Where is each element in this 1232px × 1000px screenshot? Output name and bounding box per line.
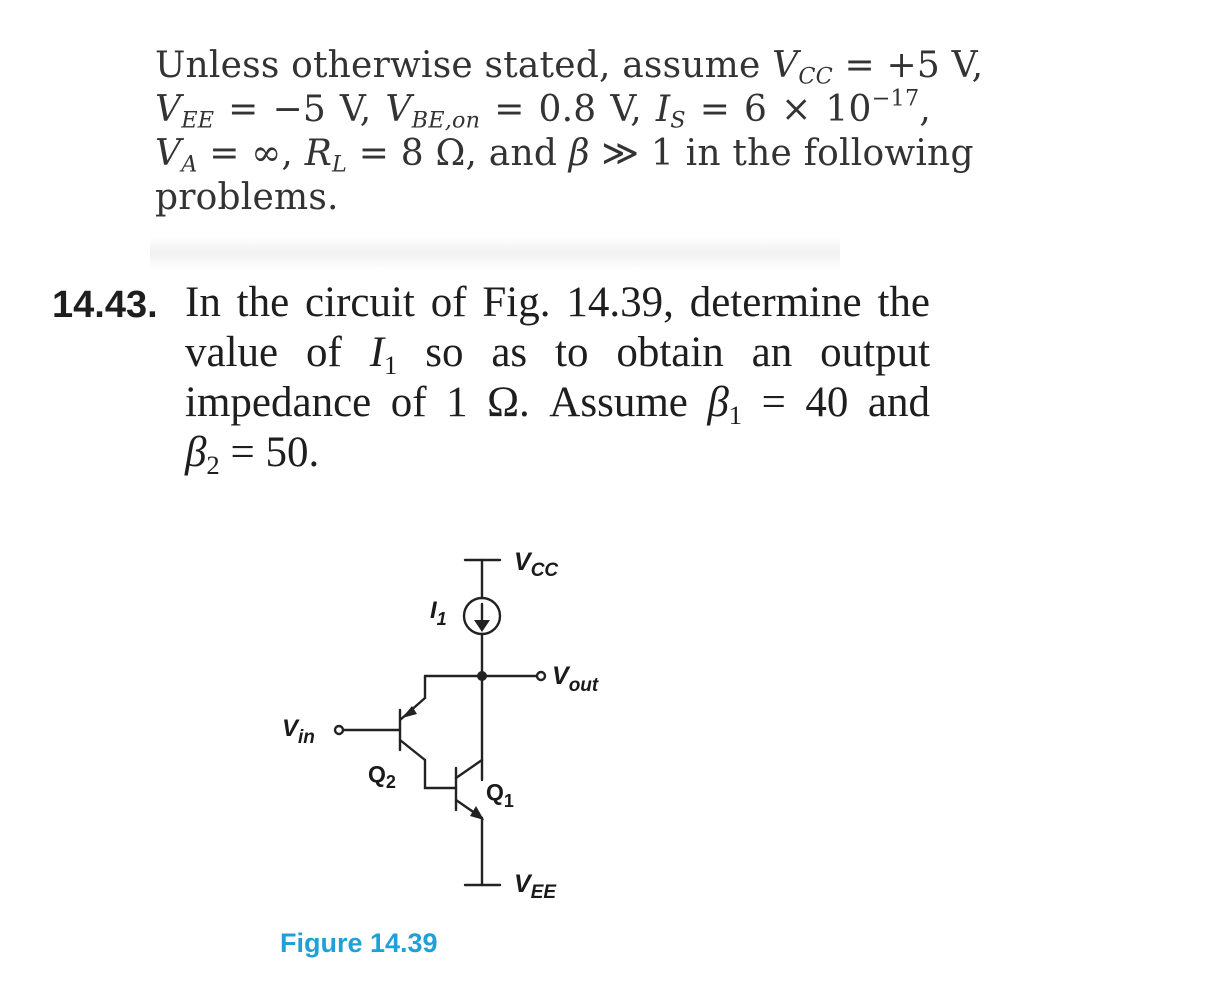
assumptions-paragraph xyxy=(155,44,984,220)
q2-to-q1-wire xyxy=(425,760,456,788)
i1-symbol: I xyxy=(369,329,385,376)
beta-value: ≫ 1 in the following xyxy=(601,133,974,174)
figure-caption: Figure 14.39 xyxy=(280,928,438,958)
assumptions-line-1 xyxy=(155,44,984,90)
is-subscript: S xyxy=(670,107,686,134)
beta-symbol: β xyxy=(568,133,590,174)
assumptions-lead: Unless otherwise stated, assume xyxy=(155,45,761,86)
q1-collector-leg xyxy=(456,760,482,778)
rl-value: = 8 Ω, and xyxy=(358,133,558,174)
vee-value: = −5 V, xyxy=(228,89,372,130)
vcc-subscript: CC xyxy=(798,63,833,90)
beta2-subscript: 2 xyxy=(206,449,220,480)
beta1-value: = 40 and xyxy=(761,379,930,426)
problem-line-2 xyxy=(185,328,930,378)
i1-label: $I_1$ xyxy=(430,597,447,629)
vee-subscript: EE xyxy=(181,107,215,134)
vbe-value: = 0.8 V, xyxy=(494,89,642,130)
assumptions-line-3 xyxy=(155,132,974,178)
vout-label: $V_{out}$ xyxy=(552,662,599,696)
assumptions-line-2: $V_{EE} = -5$ V, $V_{BE,on} = 0.8$ V, $I_S = 6 \times 10^{-17}$, xyxy=(155,85,931,134)
vee-symbol: V xyxy=(155,89,182,130)
problem-line-1: In the circuit of Fig. 14.39, determine the xyxy=(185,279,930,326)
problem-14-43 xyxy=(52,278,930,478)
q2-label: $Q_2$ xyxy=(368,761,396,792)
beta1-symbol: β xyxy=(707,379,729,426)
is-symbol: I xyxy=(655,89,671,130)
va-value: = ∞, xyxy=(209,133,294,174)
vcc-value: = +5 V, xyxy=(844,45,984,86)
vbe-subscript: BE,on xyxy=(411,107,481,134)
vin-label: $V_{in}$ xyxy=(282,715,315,748)
i1-subscript: 1 xyxy=(384,349,398,380)
beta2-symbol: β xyxy=(185,429,207,476)
beta1-subscript: 1 xyxy=(728,399,743,430)
problem-line-4 xyxy=(185,428,930,478)
va-subscript: A xyxy=(181,151,198,178)
scan-fade-divider xyxy=(150,236,840,270)
is-value: = 6 × 10 xyxy=(699,89,872,130)
current-source-arrowhead xyxy=(474,620,490,632)
rl-subscript: L xyxy=(332,151,348,178)
output-node-dot xyxy=(477,671,487,681)
beta2-value: = 50. xyxy=(230,429,320,476)
problem-number: 14.43. xyxy=(52,284,158,326)
problem-line-3 xyxy=(185,378,930,428)
q1-label: $Q_1$ xyxy=(486,779,514,811)
rl-symbol: R xyxy=(304,133,332,174)
vout-terminal xyxy=(537,672,545,680)
problem-line-2-end: so as to obtain an output xyxy=(425,329,931,376)
q1-emitter-arrow xyxy=(470,806,484,820)
va-symbol: V xyxy=(155,133,182,174)
q2-collector-leg xyxy=(400,740,425,760)
vcc-label: $V_{CC}$ xyxy=(514,548,559,581)
is-exponent: −17 xyxy=(871,85,920,112)
vcc-symbol: V xyxy=(772,45,799,86)
assumptions-line-4: problems. xyxy=(155,177,339,218)
vin-terminal xyxy=(335,726,343,734)
circuit-diagram xyxy=(260,520,640,910)
vee-label: $V_{EE}$ xyxy=(514,870,557,903)
vbe-symbol: V xyxy=(385,89,412,130)
problem-line-2-start: value of xyxy=(185,329,342,376)
problem-line-3-start: impedance of 1 Ω. Assume xyxy=(185,379,688,426)
